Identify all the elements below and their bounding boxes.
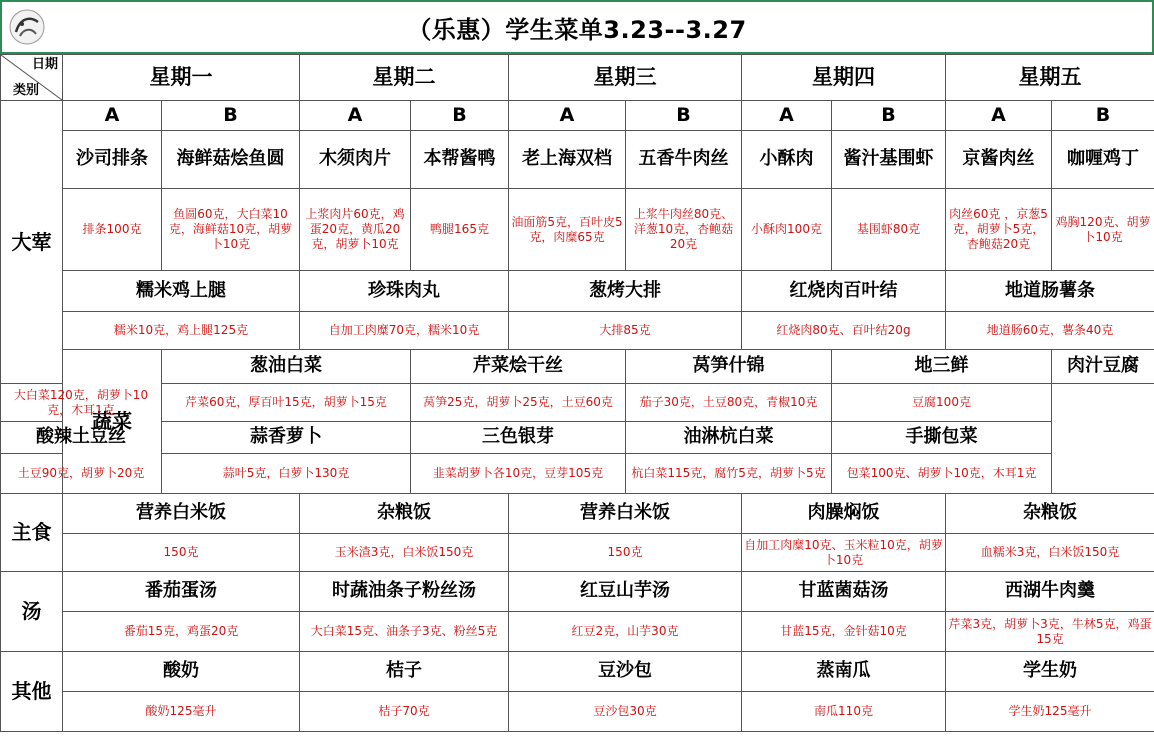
ab-label: B [162, 101, 300, 131]
dish-name: 三色银芽 [411, 422, 626, 454]
ingredients: 油面筋5克，百叶皮5克，肉糜65克 [509, 189, 626, 271]
ingredients: 肉丝60克 ，京葱5克，胡萝卜5克，杏鲍菇20克 [946, 189, 1052, 271]
logo-icon [8, 8, 46, 46]
dish-name: 番茄蛋汤 [63, 572, 300, 612]
dish-name: 营养白米饭 [509, 494, 742, 534]
dish-name: 葱油白菜 [162, 350, 411, 384]
dish-name: 红烧肉百叶结 [742, 271, 946, 312]
ingredients: 鱼圆60克，大白菜10克，海鲜菇10克，胡萝卜10克 [162, 189, 300, 271]
dish-name: 京酱肉丝 [946, 131, 1052, 189]
dish-name: 地道肠薯条 [946, 271, 1154, 312]
dish-name: 五香牛肉丝 [626, 131, 742, 189]
ingredients: 包菜100克、胡萝卜10克，木耳1克 [832, 454, 1052, 494]
dish-name: 珍珠肉丸 [300, 271, 509, 312]
ingredients: 基围虾80克 [832, 189, 946, 271]
dish-name: 肉汁豆腐 [1052, 350, 1154, 384]
day-header-fri: 星期五 [946, 55, 1154, 101]
category-soup: 汤 [1, 572, 63, 652]
dish-name: 酸奶 [63, 652, 300, 692]
ingredients: 玉米渣3克，白米饭150克 [300, 534, 509, 572]
ingredients: 芹菜3克，胡萝卜3克，牛林5克，鸡蛋15克 [946, 612, 1154, 652]
ingredients: 杭白菜115克，腐竹5克，胡萝卜5克 [626, 454, 832, 494]
menu-table [0, 54, 1154, 732]
dish-name: 酱汁基围虾 [832, 131, 946, 189]
dish-name: 蒜香萝卜 [162, 422, 411, 454]
dish-name: 桔子 [300, 652, 509, 692]
ab-label: A [300, 101, 411, 131]
ab-label: A [742, 101, 832, 131]
ingredients: 豆沙包30克 [509, 692, 742, 732]
ingredients: 上浆肉片60克，鸡蛋20克，黄瓜20克，胡萝卜10克 [300, 189, 411, 271]
dish-name: 时蔬油条子粉丝汤 [300, 572, 509, 612]
date-label: 日期 [31, 57, 58, 72]
ingredients: 莴笋25克，胡萝卜25克，土豆60克 [411, 384, 626, 422]
ingredients: 鸭腿165克 [411, 189, 509, 271]
ingredients: 韭菜胡萝卜各10克，豆芽105克 [411, 454, 626, 494]
dish-name: 营养白米饭 [63, 494, 300, 534]
dish-name: 小酥肉 [742, 131, 832, 189]
dish-name: 本帮酱鸭 [411, 131, 509, 189]
page-title: （乐惠）学生菜单3.23--3.27 [407, 15, 747, 44]
day-header-tue: 星期二 [300, 55, 509, 101]
ab-label: A [509, 101, 626, 131]
ingredients: 红烧肉80克、百叶结20g [742, 312, 946, 350]
ab-label: B [411, 101, 509, 131]
ab-label: A [946, 101, 1052, 131]
dish-name: 老上海双档 [509, 131, 626, 189]
ingredients: 大排85克 [509, 312, 742, 350]
ingredients: 豆腐100克 [832, 384, 1052, 422]
category-staple: 主食 [1, 494, 63, 572]
ingredients: 自加工肉糜70克，糯米10克 [300, 312, 509, 350]
ingredients: 茄子30克，土豆80克，青椒10克 [626, 384, 832, 422]
ingredients: 自加工肉糜10克、玉米粒10克，胡萝卜10克 [742, 534, 946, 572]
ingredients: 150克 [63, 534, 300, 572]
dish-name: 甘蓝菌菇汤 [742, 572, 946, 612]
ingredients: 150克 [509, 534, 742, 572]
ingredients: 学生奶125毫升 [946, 692, 1154, 732]
ingredients: 土豆90克，胡萝卜20克 [1, 454, 162, 494]
dish-name: 杂粮饭 [300, 494, 509, 534]
dish-name: 莴笋什锦 [626, 350, 832, 384]
ingredients: 鸡胸120克、胡萝卜10克 [1052, 189, 1154, 271]
ingredients: 甘蓝15克，金针菇10克 [742, 612, 946, 652]
dish-name: 地三鲜 [832, 350, 1052, 384]
ingredients: 大白菜15克、油条子3克、粉丝5克 [300, 612, 509, 652]
category-label: 类别 [13, 82, 40, 98]
ingredients: 小酥肉100克 [742, 189, 832, 271]
dish-name: 学生奶 [946, 652, 1154, 692]
dish-name: 手撕包菜 [832, 422, 1052, 454]
day-header-mon: 星期一 [63, 55, 300, 101]
ingredients: 酸奶125毫升 [63, 692, 300, 732]
dish-name: 油淋杭白菜 [626, 422, 832, 454]
day-header-thu: 星期四 [742, 55, 946, 101]
ab-label: B [1052, 101, 1154, 131]
dish-name: 蒸南瓜 [742, 652, 946, 692]
ingredients: 芹菜60克，厚百叶15克，胡萝卜15克 [162, 384, 411, 422]
ingredients: 糯米10克，鸡上腿125克 [63, 312, 300, 350]
ab-label: B [832, 101, 946, 131]
ingredients: 排条100克 [63, 189, 162, 271]
dish-name: 豆沙包 [509, 652, 742, 692]
dish-name: 海鲜菇烩鱼圆 [162, 131, 300, 189]
dish-name: 木须肉片 [300, 131, 411, 189]
category-veg: 蔬菜 [63, 350, 162, 494]
dish-name: 杂粮饭 [946, 494, 1154, 534]
ingredients: 蒜叶5克，白萝卜130克 [162, 454, 411, 494]
dish-name: 葱烤大排 [509, 271, 742, 312]
title-bar [0, 0, 1154, 54]
dish-name: 糯米鸡上腿 [63, 271, 300, 312]
dish-name: 咖喱鸡丁 [1052, 131, 1154, 189]
ingredients: 大白菜120克，胡萝卜10克，木耳1克 [1, 384, 162, 422]
dish-name: 西湖牛肉羹 [946, 572, 1154, 612]
category-main: 大荤 [1, 101, 63, 384]
day-header-wed: 星期三 [509, 55, 742, 101]
ingredients: 番茄15克，鸡蛋20克 [63, 612, 300, 652]
corner-header [1, 55, 63, 101]
category-other: 其他 [1, 652, 63, 732]
ingredients: 红豆2克，山芋30克 [509, 612, 742, 652]
dish-name: 沙司排条 [63, 131, 162, 189]
ingredients: 血糯米3克，白米饭150克 [946, 534, 1154, 572]
ingredients: 地道肠60克，薯条40克 [946, 312, 1154, 350]
dish-name: 酸辣土豆丝 [1, 422, 162, 454]
ingredients: 上浆牛肉丝80克、洋葱10克，杏鲍菇20克 [626, 189, 742, 271]
ingredients: 南瓜110克 [742, 692, 946, 732]
ab-label: A [63, 101, 162, 131]
dish-name: 芹菜烩干丝 [411, 350, 626, 384]
ab-label: B [626, 101, 742, 131]
dish-name: 红豆山芋汤 [509, 572, 742, 612]
ingredients: 桔子70克 [300, 692, 509, 732]
dish-name: 肉臊焖饭 [742, 494, 946, 534]
